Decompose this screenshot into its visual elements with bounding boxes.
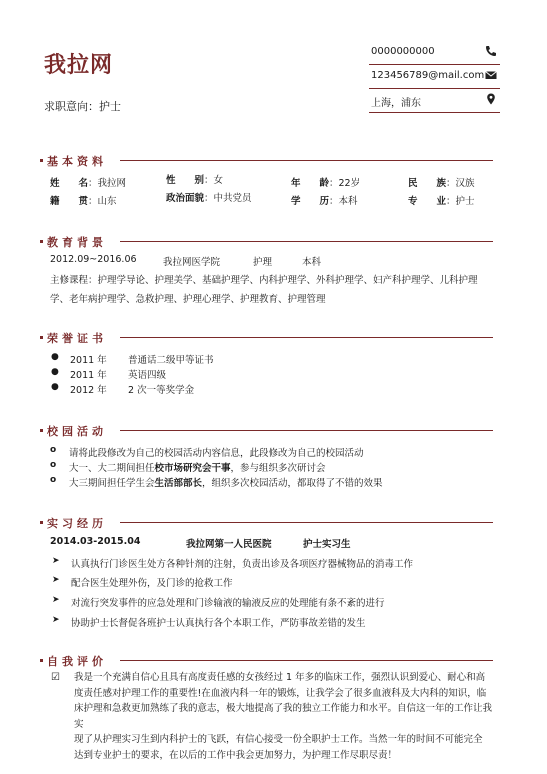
honor-item: 普通话二级甲等证书 [128, 355, 214, 366]
contact-phone [369, 40, 500, 65]
basic-field: 年 龄：22岁 [291, 178, 361, 189]
education-school: 我拉网医学院 [163, 257, 221, 268]
phone-icon [484, 44, 498, 58]
section-divider [120, 522, 493, 523]
education-courses: 学、老年病护理学、急救护理、护理心理学、护理教育、护理管理 [50, 294, 326, 305]
contact-email [369, 64, 500, 89]
campus-item: 大三期间担任学生会生活部部长，组织多次校园活动，都取得了不错的效果 [69, 478, 383, 489]
education-major: 护理 [253, 257, 273, 268]
internship-org: 我拉网第一人民医院 [186, 539, 272, 550]
contact-location [369, 88, 500, 113]
arrow-bullet-icon: ➤ [52, 615, 60, 625]
section-title-internship: 实习经历 [47, 517, 107, 530]
section-marker [40, 336, 43, 339]
section-marker [40, 521, 43, 524]
section-title-campus: 校园活动 [47, 425, 107, 438]
section-divider [120, 241, 493, 242]
arrow-bullet-icon: ➤ [52, 556, 60, 566]
section-marker [40, 159, 43, 162]
arrow-bullet-icon: ➤ [52, 575, 60, 585]
campus-item: 大一、大二期间担任校市场研究会干事，参与组织多次研讨会 [69, 463, 326, 474]
education-period: 2012.09~2016.06 [50, 254, 137, 265]
section-title-self-evaluation: 自我评价 [47, 655, 107, 668]
mail-icon [484, 68, 498, 82]
honor-year: 2012 年 [70, 385, 107, 396]
internship-role: 护士实习生 [303, 539, 351, 550]
location-text: 上海，浦东 [371, 98, 421, 109]
basic-field: 专 业：护士 [408, 196, 475, 207]
section-divider [120, 337, 493, 338]
circle-bullet-icon: o [50, 475, 57, 485]
honor-item: 英语四级 [128, 370, 167, 381]
basic-field: 学 历：本科 [291, 196, 358, 207]
basic-field: 民 族：汉族 [408, 178, 475, 189]
section-marker [40, 659, 43, 662]
arrow-bullet-icon: ➤ [52, 595, 60, 605]
candidate-name: 我拉网 [44, 53, 114, 78]
education-courses: 主修课程：护理学导论、护理美学、基础护理学、内科护理学、外科护理学、妇产科护理学、儿科护理 [50, 275, 478, 286]
campus-item: 请将此段修改为自己的校园活动内容信息，此段修改为自己的校园活动 [69, 448, 364, 459]
section-divider [120, 430, 493, 431]
checkbox-icon: ☑ [51, 672, 60, 683]
phone-text: 0000000000 [371, 46, 435, 57]
internship-item: 配合医生处理外伤，及门诊的抢救工作 [71, 578, 233, 589]
bullet-icon: ● [51, 352, 59, 362]
basic-field: 籍 贯：山东 [50, 196, 117, 207]
section-title-basic: 基本资料 [47, 155, 107, 168]
section-title-honors: 荣誉证书 [47, 332, 107, 345]
basic-field: 性 别：女 [166, 175, 224, 186]
circle-bullet-icon: o [50, 445, 57, 455]
section-marker [40, 429, 43, 432]
basic-field: 政治面貌：中共党员 [166, 193, 252, 204]
job-intent: 求职意向：护士 [44, 100, 121, 113]
bullet-icon: ● [51, 382, 59, 392]
email-text: 123456789@mail.com [371, 70, 485, 81]
section-marker [40, 240, 43, 243]
honor-year: 2011 年 [70, 370, 107, 381]
internship-item: 协助护士长督促各班护士认真执行各个本职工作，严防事故差错的发生 [71, 618, 366, 629]
self-evaluation-text: 我是一个充满自信心且具有高度责任感的女孩经过 1 年多的临床工作，强烈认识到爱心、耐心和高 度责任感对护理工作的重要性!在血液内科一年的锻炼，让我学会了很多血液科及大内科的知识，临 床护理和急救更加熟练了我的意志，极大地提高了我的独立工作能力和水平。自信这一年的工作让我实 现了从护理实习生到内科护士的飞跃，有信心接受一份全职护士工作。当然一年的时间不可能完全 达到专业护士的要求，在以后的工作中我会更加努力，为护理工作尽职尽责！ [74, 672, 493, 761]
section-divider [120, 660, 493, 661]
honor-year: 2011 年 [70, 355, 107, 366]
location-pin-icon [484, 92, 498, 106]
section-title-education: 教育背景 [47, 236, 107, 249]
honor-item: 2 次一等奖学金 [128, 385, 195, 396]
internship-item: 对流行突发事件的应急处理和门诊输液的输液反应的处理能有条不紊的进行 [71, 598, 385, 609]
internship-item: 认真执行门诊医生处方各种针剂的注射，负责出诊及各项医疗器械物品的消毒工作 [71, 559, 414, 570]
education-degree: 本科 [302, 257, 322, 268]
basic-field: 姓 名：我拉网 [50, 178, 127, 189]
internship-period: 2014.03-2015.04 [50, 536, 141, 547]
circle-bullet-icon: o [50, 460, 57, 470]
bullet-icon: ● [51, 367, 59, 377]
section-divider [120, 160, 493, 161]
